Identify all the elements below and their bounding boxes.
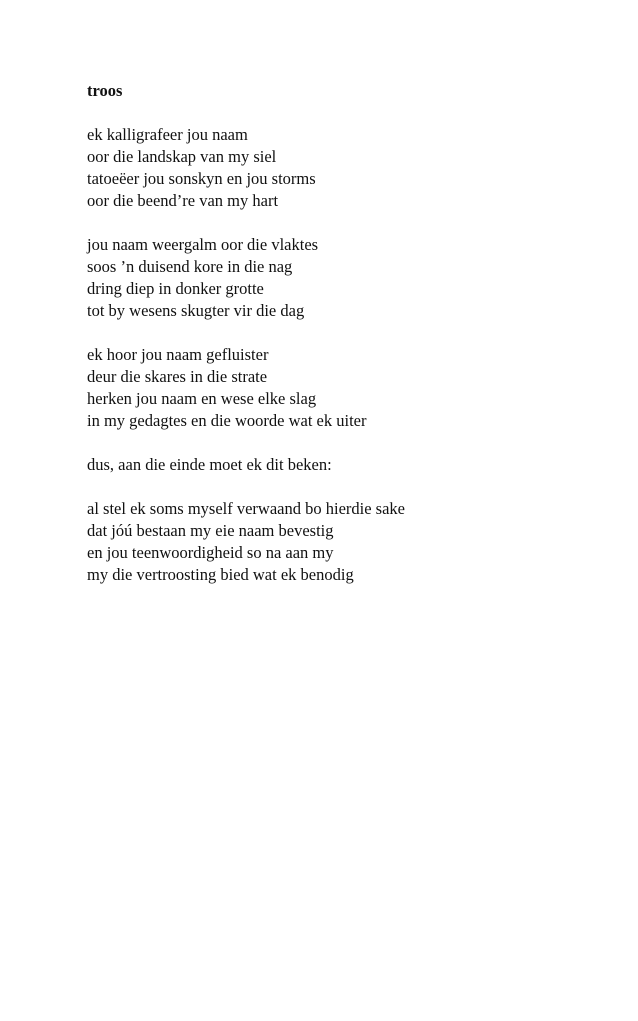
poem-line: dat jóú bestaan my eie naam bevestig xyxy=(87,521,334,540)
poem-line: tot by wesens skugter vir die dag xyxy=(87,301,305,320)
stanza-2 xyxy=(87,234,607,322)
poem-line: ek kalligrafeer jou naam xyxy=(87,125,248,144)
poem-line: in my gedagtes en die woorde wat ek uiter xyxy=(87,411,367,430)
poem-title: troos xyxy=(87,81,123,100)
poem-line: deur die skares in die strate xyxy=(87,367,268,386)
poem-line: herken jou naam en wese elke slag xyxy=(87,389,317,408)
poem-line: en jou teenwoordigheid so na aan my xyxy=(87,543,334,562)
poem-line: al stel ek soms myself verwaand bo hierdie sake xyxy=(87,499,405,518)
poem-line: dus, aan die einde moet ek dit beken: xyxy=(87,455,332,474)
poem-line: dring diep in donker grotte xyxy=(87,279,264,298)
stanza-3 xyxy=(87,344,607,432)
poem-line: oor die landskap van my siel xyxy=(87,147,277,166)
stanza-1 xyxy=(87,124,607,212)
stanza-5 xyxy=(87,498,607,586)
poem-line: soos ’n duisend kore in die nag xyxy=(87,257,293,276)
poem-line: tatoeëer jou sonskyn en jou storms xyxy=(87,169,316,188)
poem-line: my die vertroosting bied wat ek benodig xyxy=(87,565,354,584)
poem-line: oor die beend’re van my hart xyxy=(87,191,279,210)
poem-line: ek hoor jou naam gefluister xyxy=(87,345,269,364)
poem-line: jou naam weergalm oor die vlaktes xyxy=(87,235,319,254)
stanza-4 xyxy=(87,454,607,476)
poem xyxy=(87,80,607,608)
